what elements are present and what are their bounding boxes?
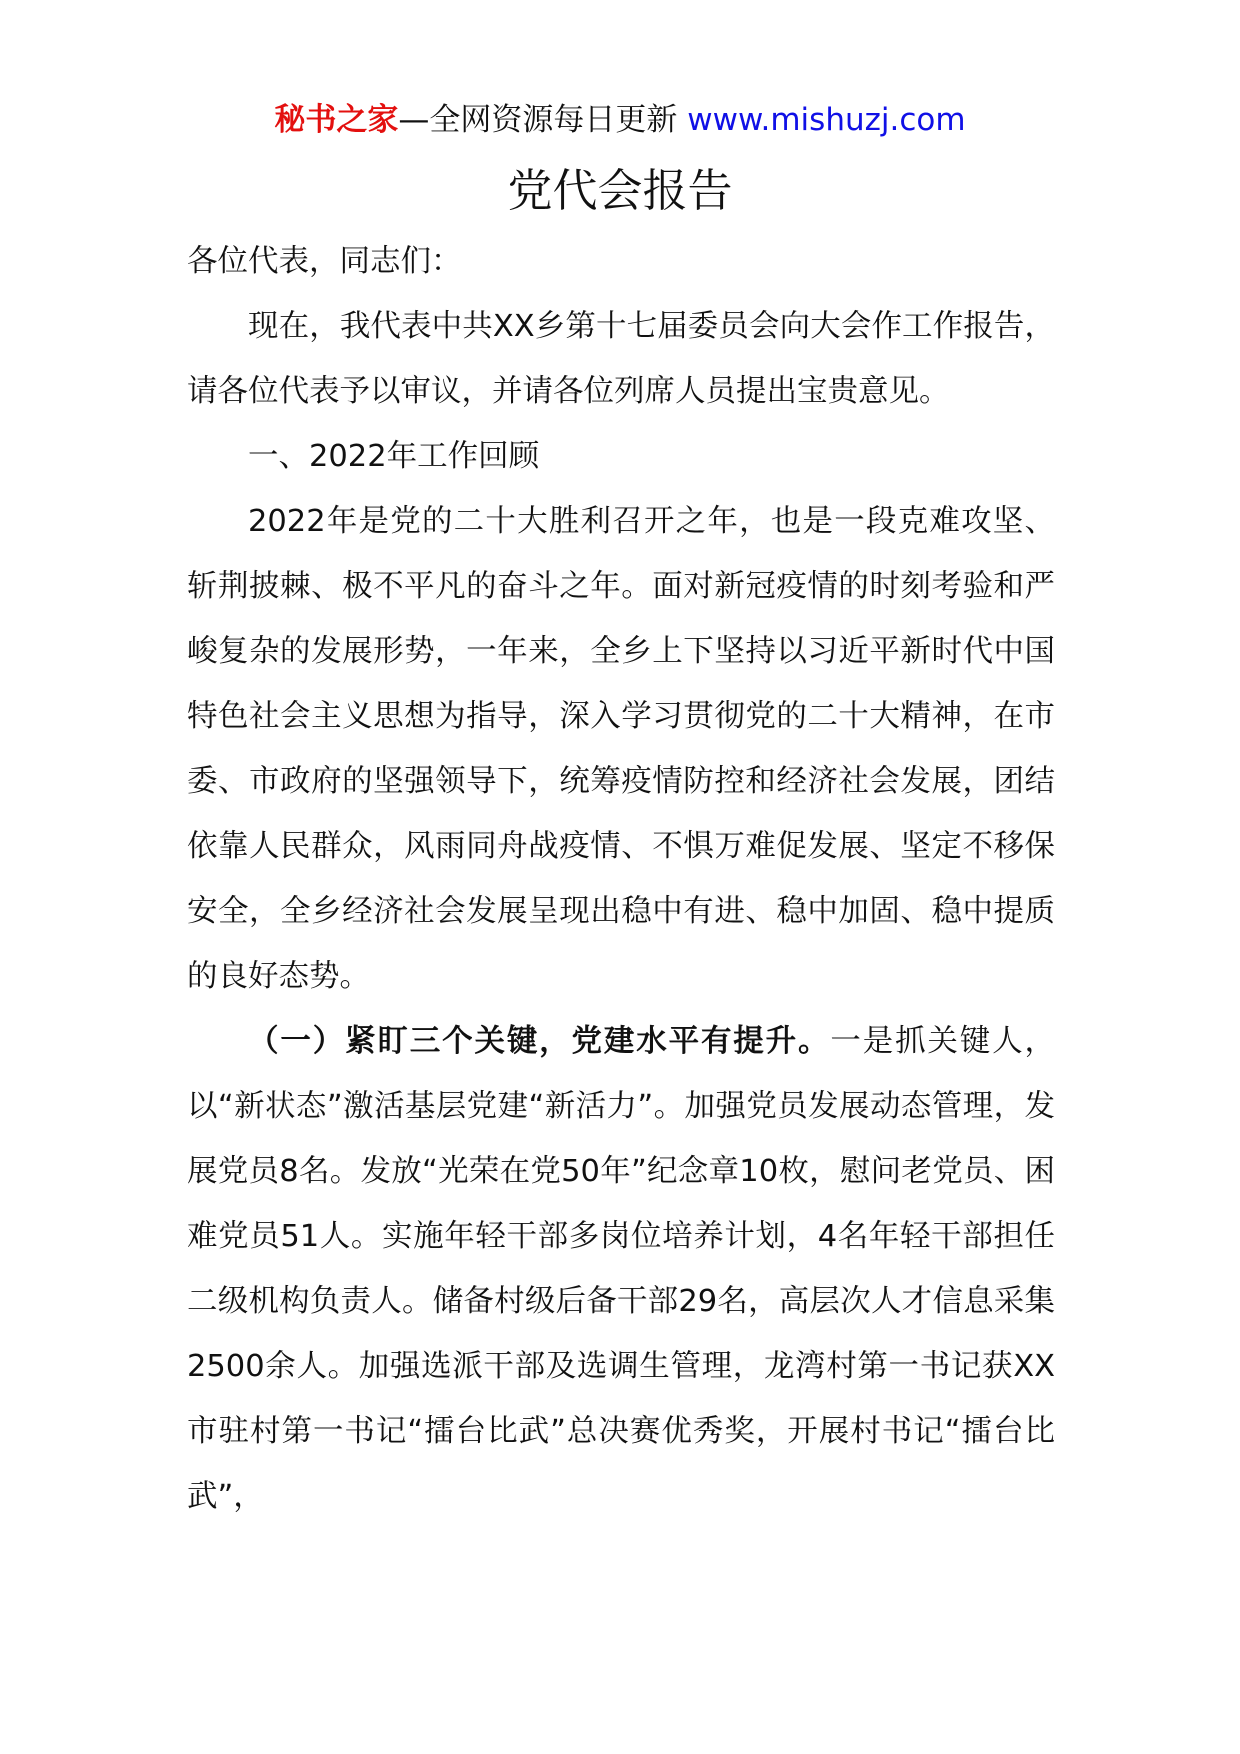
site-url-link[interactable]: www.mishuzj.com (687, 102, 966, 138)
subsection-heading: （一）紧盯三个关键，党建水平有提升。 (248, 1024, 831, 1059)
document-body (187, 229, 1055, 1529)
intro-paragraph: 现在，我代表中共XX乡第十七届委员会向大会作工作报告，请各位代表予以审议，并请各位列席人员提出宝贵意见。 (187, 309, 1055, 409)
header-slogan: —全网资源每日更新 (398, 102, 688, 138)
review-paragraph: 2022年是党的二十大胜利召开之年，也是一段克难攻坚、斩荆披棘、极不平凡的奋斗之年。面对新冠疫情的时刻考验和严峻复杂的发展形势，一年来，全乡上下坚持以习近平新时代中国特色社会主义思想为指导，深入学习贯彻党的二十大精神，在市委、市政府的坚强领导下，统筹疫情防控和经济社会发展，团结依靠人民群众，风雨同舟战疫情、不惧万难促发展、坚定不移保安全，全乡经济社会发展呈现出稳中有进、稳中加固、稳中提质的良好态势。 (187, 504, 1055, 994)
subsection-paragraph (187, 1009, 1055, 1529)
brand-name: 秘书之家 (274, 102, 399, 138)
document-title: 党代会报告 (507, 164, 733, 217)
subsection-body: 一是抓关键人，以“新状态”激活基层党建“新活力”。加强党员发展动态管理，发展党员8名。发放“光荣在党50年”纪念章10枚，慰问老党员、困难党员51人。实施年轻干部多岗位培养计划，4名年轻干部担任二级机构负责人。储备村级后备干部29名，高层次人才信息采集2500余人。加强选派干部及选调生管理，龙湾村第一书记获XX市驻村第一书记“擂台比武”总决赛优秀奖，开展村书记“擂台比武”， (187, 1024, 1055, 1514)
section-heading: 一、2022年工作回顾 (248, 439, 540, 474)
site-header (0, 98, 1240, 142)
salutation: 各位代表，同志们： (187, 244, 462, 279)
